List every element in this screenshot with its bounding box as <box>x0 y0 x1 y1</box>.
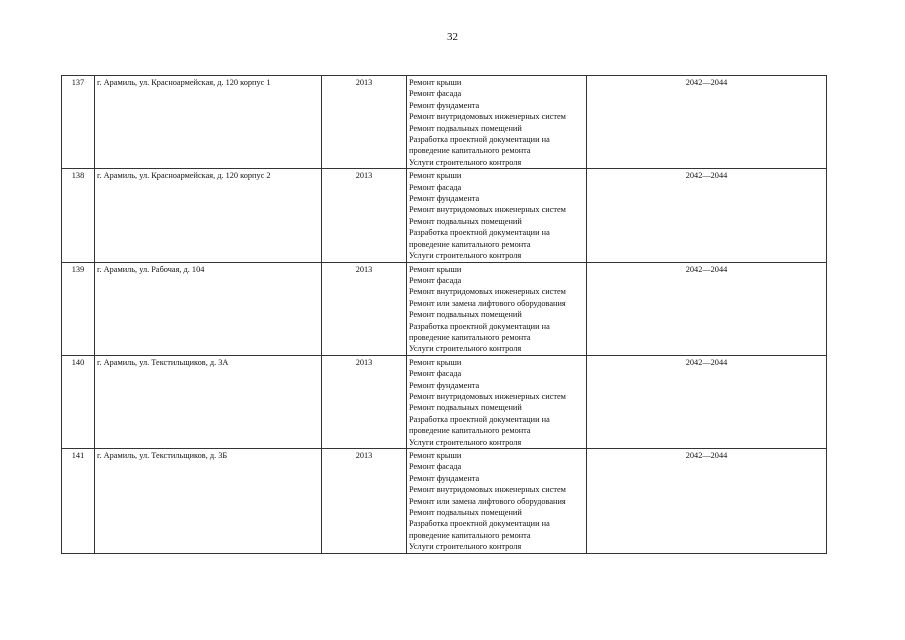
work-item: Услуги строительного контроля <box>409 251 522 261</box>
works-cell <box>407 262 587 355</box>
page-number: 32 <box>447 31 458 43</box>
work-item: Ремонт фасада <box>409 369 462 379</box>
work-item: Ремонт крыши <box>409 171 462 181</box>
work-item: Ремонт подвальных помещений <box>409 216 522 226</box>
address-cell: г. Арамиль, ул. Текстильщиков, д. 3Б <box>95 449 322 554</box>
period-cell: 2042—2044 <box>587 169 827 262</box>
address-cell: г. Арамиль, ул. Красноармейская, д. 120 корпус 2 <box>95 169 322 262</box>
row-number-cell: 138 <box>62 169 95 262</box>
address-cell: г. Арамиль, ул. Текстильщиков, д. 3А <box>95 355 322 448</box>
work-item: Ремонт фундамента <box>409 194 480 204</box>
table-row <box>62 355 827 448</box>
work-item: Ремонт или замена лифтового оборудования <box>409 496 566 506</box>
work-item: Ремонт внутридомовых инженерных систем <box>409 391 566 401</box>
period-cell: 2042—2044 <box>587 262 827 355</box>
year-cell: 2013 <box>322 355 407 448</box>
table-row <box>62 449 827 554</box>
work-item: проведение капитального ремонта <box>409 530 531 540</box>
works-cell <box>407 449 587 554</box>
work-item: Ремонт внутридомовых инженерных систем <box>409 287 566 297</box>
work-item: проведение капитального ремонта <box>409 332 531 342</box>
work-item: Ремонт фасада <box>409 182 462 192</box>
work-item: Разработка проектной документации на <box>409 321 550 331</box>
work-item: Ремонт подвальных помещений <box>409 310 522 320</box>
address-cell: г. Арамиль, ул. Красноармейская, д. 120 корпус 1 <box>95 76 322 169</box>
work-item: Ремонт внутридомовых инженерных систем <box>409 485 566 495</box>
table-row <box>62 76 827 169</box>
work-item: Ремонт крыши <box>409 451 462 460</box>
works-cell <box>407 76 587 169</box>
work-item: Ремонт фасада <box>409 275 462 285</box>
work-item: проведение капитального ремонта <box>409 426 531 436</box>
work-item: Услуги строительного контроля <box>409 542 522 552</box>
work-item: Разработка проектной документации на <box>409 519 550 529</box>
address-cell: г. Арамиль, ул. Рабочая, д. 104 <box>95 262 322 355</box>
work-item: Ремонт фундамента <box>409 100 480 110</box>
work-item: проведение капитального ремонта <box>409 146 531 156</box>
period-cell: 2042—2044 <box>587 76 827 169</box>
work-item: Ремонт крыши <box>409 78 462 87</box>
year-cell: 2013 <box>322 449 407 554</box>
work-item: Услуги строительного контроля <box>409 344 522 354</box>
work-item: Ремонт подвальных помещений <box>409 403 522 413</box>
work-item: Разработка проектной документации на <box>409 135 550 145</box>
work-item: Ремонт фасада <box>409 462 462 472</box>
work-item: Ремонт фасада <box>409 89 462 99</box>
work-item: Ремонт крыши <box>409 264 462 274</box>
works-cell <box>407 169 587 262</box>
row-number-cell: 140 <box>62 355 95 448</box>
period-cell: 2042—2044 <box>587 449 827 554</box>
work-item: проведение капитального ремонта <box>409 239 531 249</box>
row-number-cell: 141 <box>62 449 95 554</box>
work-item: Ремонт или замена лифтового оборудования <box>409 298 566 308</box>
row-number-cell: 139 <box>62 262 95 355</box>
work-item: Услуги строительного контроля <box>409 157 522 167</box>
repair-schedule-table <box>61 75 827 554</box>
year-cell: 2013 <box>322 262 407 355</box>
work-item: Ремонт фундамента <box>409 473 480 483</box>
work-item: Ремонт внутридомовых инженерных систем <box>409 112 566 122</box>
year-cell: 2013 <box>322 169 407 262</box>
row-number-cell: 137 <box>62 76 95 169</box>
year-cell: 2013 <box>322 76 407 169</box>
work-item: Услуги строительного контроля <box>409 437 522 447</box>
work-item: Разработка проектной документации на <box>409 414 550 424</box>
work-item: Разработка проектной документации на <box>409 228 550 238</box>
work-item: Ремонт подвальных помещений <box>409 508 522 518</box>
table-row <box>62 169 827 262</box>
table-row <box>62 262 827 355</box>
work-item: Ремонт крыши <box>409 357 462 367</box>
work-item: Ремонт внутридомовых инженерных систем <box>409 205 566 215</box>
work-item: Ремонт фундамента <box>409 380 480 390</box>
period-cell: 2042—2044 <box>587 355 827 448</box>
work-item: Ремонт подвальных помещений <box>409 123 522 133</box>
works-cell <box>407 355 587 448</box>
